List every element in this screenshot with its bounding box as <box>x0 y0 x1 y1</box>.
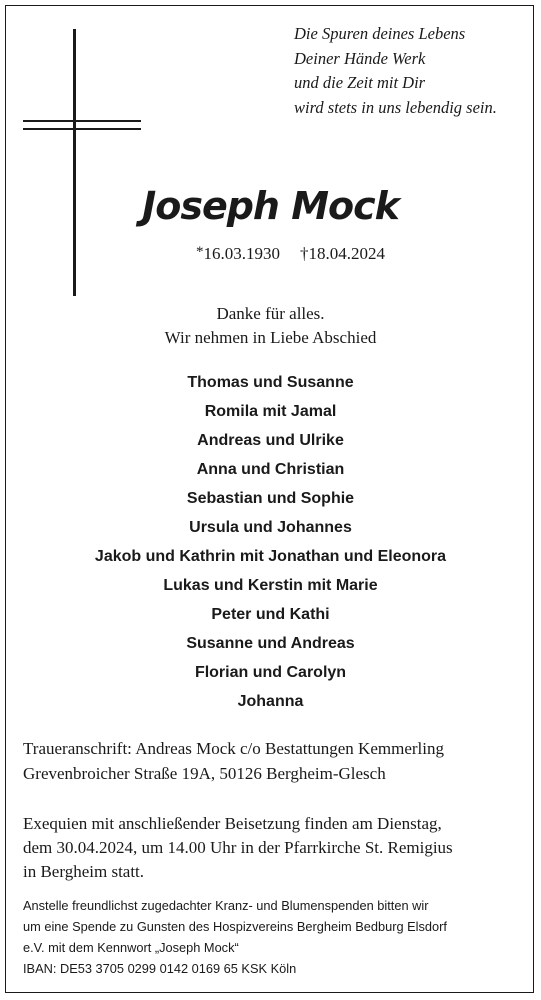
address-line: Grevenbroicher Straße 19A, 50126 Bergheim-Glesch <box>23 764 386 783</box>
deceased-name: Joseph Mock <box>142 184 399 228</box>
service-line: in Bergheim statt. <box>23 862 145 881</box>
mourner: Lukas und Kerstin mit Marie <box>163 577 378 594</box>
mourner: Susanne und Andreas <box>186 635 355 652</box>
poem-line: und die Zeit mit Dir <box>294 73 426 92</box>
service-line: dem 30.04.2024, um 14.00 Uhr in der Pfarrkirche St. Remigius <box>23 838 453 857</box>
mourner: Andreas und Ulrike <box>197 432 344 449</box>
mourning-address <box>23 736 533 786</box>
death-date: 18.04.2024 <box>308 244 385 263</box>
mourner: Jakob und Kathrin mit Jonathan und Eleonora <box>94 548 447 565</box>
mourner: Johanna <box>237 693 304 710</box>
poem-line: wird stets in uns lebendig sein. <box>294 97 497 117</box>
mourner: Thomas und Susanne <box>187 374 354 391</box>
mourners-list <box>0 368 541 716</box>
poem-line: Deiner Hände Werk <box>294 48 426 68</box>
birth-date: 16.03.1930 <box>203 244 280 263</box>
death-symbol: † <box>300 244 309 263</box>
poem-line: Die Spuren deines Lebens <box>294 24 466 43</box>
mourner: Florian und Carolyn <box>194 664 347 681</box>
cross-horizontal-bar-lower <box>23 128 141 130</box>
service-line: Exequien mit anschließender Beisetzung finden am Dienstag, <box>23 814 442 833</box>
donation-request <box>23 895 533 979</box>
donation-line: um eine Spende zu Gunsten des Hospizvereins Bergheim Bedburg Elsdorf <box>23 919 447 934</box>
cross-horizontal-bar-upper <box>23 120 141 122</box>
address-line: Traueranschrift: Andreas Mock c/o Bestattungen Kemmerling <box>23 739 444 758</box>
thanks-line: Danke für alles. <box>216 304 325 323</box>
mourner: Peter und Kathi <box>211 606 330 623</box>
thanks-line: Wir nehmen in Liebe Abschied <box>164 328 377 347</box>
mourner: Sebastian und Sophie <box>186 490 355 507</box>
donation-iban: IBAN: DE53 3705 0299 0142 0169 65 KSK Köln <box>23 961 297 976</box>
mourner: Ursula und Johannes <box>189 519 352 536</box>
mourner: Romila mit Jamal <box>204 403 337 420</box>
thanks-text <box>0 302 541 350</box>
donation-line: Anstelle freundlichst zugedachter Kranz- und Blumenspenden bitten wir <box>23 898 429 913</box>
life-dates <box>196 244 385 264</box>
donation-line: e.V. mit dem Kennwort „Joseph Mock“ <box>23 940 239 955</box>
birth-symbol: * <box>196 244 204 260</box>
mourner: Anna und Christian <box>196 461 345 478</box>
cross-vertical-bar <box>73 29 76 296</box>
funeral-service-info <box>23 812 533 884</box>
poem <box>294 22 529 120</box>
